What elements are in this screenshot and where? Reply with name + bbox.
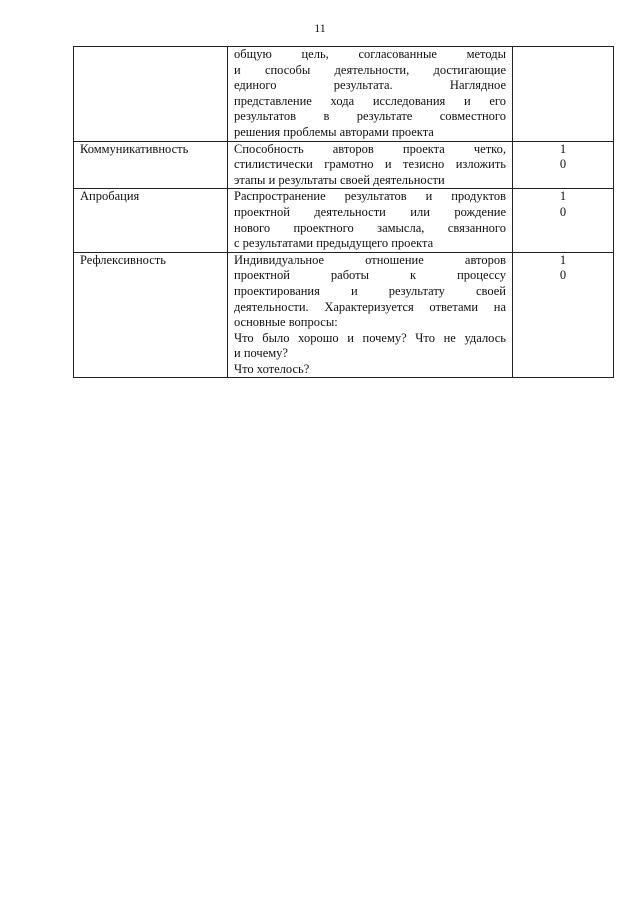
- description-line: Что хотелось?: [234, 361, 310, 376]
- criterion-name: Коммуникативность: [80, 141, 189, 156]
- score-value: 0: [559, 157, 567, 172]
- description-line: результатов в результате совместного: [234, 109, 506, 124]
- description-line: Распространение результатов и продуктов: [234, 189, 506, 204]
- score-value: 1: [559, 141, 567, 156]
- description-line: Индивидуальное отношение авторов: [234, 252, 506, 267]
- description-line: единого результата. Наглядное: [234, 78, 506, 93]
- page-number: 11: [314, 21, 326, 35]
- criterion-name: Апробация: [80, 189, 140, 204]
- description-line: нового проектного замысла, связанного: [234, 220, 506, 235]
- table-row: [74, 189, 614, 252]
- description-line: Что было хорошо и почему? Что не удалось: [234, 330, 506, 345]
- description-line: и способы деятельности, достигающие: [234, 62, 506, 77]
- description-line: представление хода исследования и его: [234, 93, 506, 108]
- criterion-name-cell: [74, 189, 228, 252]
- criterion-description-cell: [228, 47, 513, 142]
- criterion-description-cell: [228, 252, 513, 378]
- score-cell: [513, 141, 614, 189]
- criterion-name: Рефлексивность: [80, 252, 166, 267]
- description-line: деятельности. Характеризуется ответами на: [234, 299, 506, 314]
- description-line: решения проблемы авторами проекта: [234, 124, 434, 139]
- description-line: проектной работы к процессу: [234, 268, 506, 283]
- description-line: проектной деятельности или рождение: [234, 204, 506, 219]
- score-value: 1: [559, 189, 567, 204]
- score-cell: [513, 252, 614, 378]
- description-line: с результатами предыдущего проекта: [234, 236, 434, 251]
- description-line: стилистически грамотно и тезисно изложить: [234, 157, 506, 172]
- criteria-table: [73, 46, 614, 378]
- score-cell: [513, 47, 614, 142]
- criterion-description-cell: [228, 189, 513, 252]
- description-line: этапы и результаты своей деятельности: [234, 172, 445, 187]
- table-row: [74, 141, 614, 189]
- description-line: Способность авторов проекта четко,: [234, 141, 506, 156]
- score-value: 0: [559, 204, 567, 219]
- criterion-name-cell: [74, 47, 228, 142]
- description-line: и почему?: [234, 346, 288, 361]
- table-row: [74, 47, 614, 142]
- criterion-name-cell: [74, 141, 228, 189]
- score-value: 1: [559, 252, 567, 267]
- criterion-description-cell: [228, 141, 513, 189]
- description-line: основные вопросы:: [234, 315, 338, 330]
- description-line: проектирования и результату своей: [234, 283, 506, 298]
- table-row: [74, 252, 614, 378]
- score-value: 0: [559, 268, 567, 283]
- score-cell: [513, 189, 614, 252]
- criterion-name-cell: [74, 252, 228, 378]
- description-line: общую цель, согласованные методы: [234, 47, 506, 61]
